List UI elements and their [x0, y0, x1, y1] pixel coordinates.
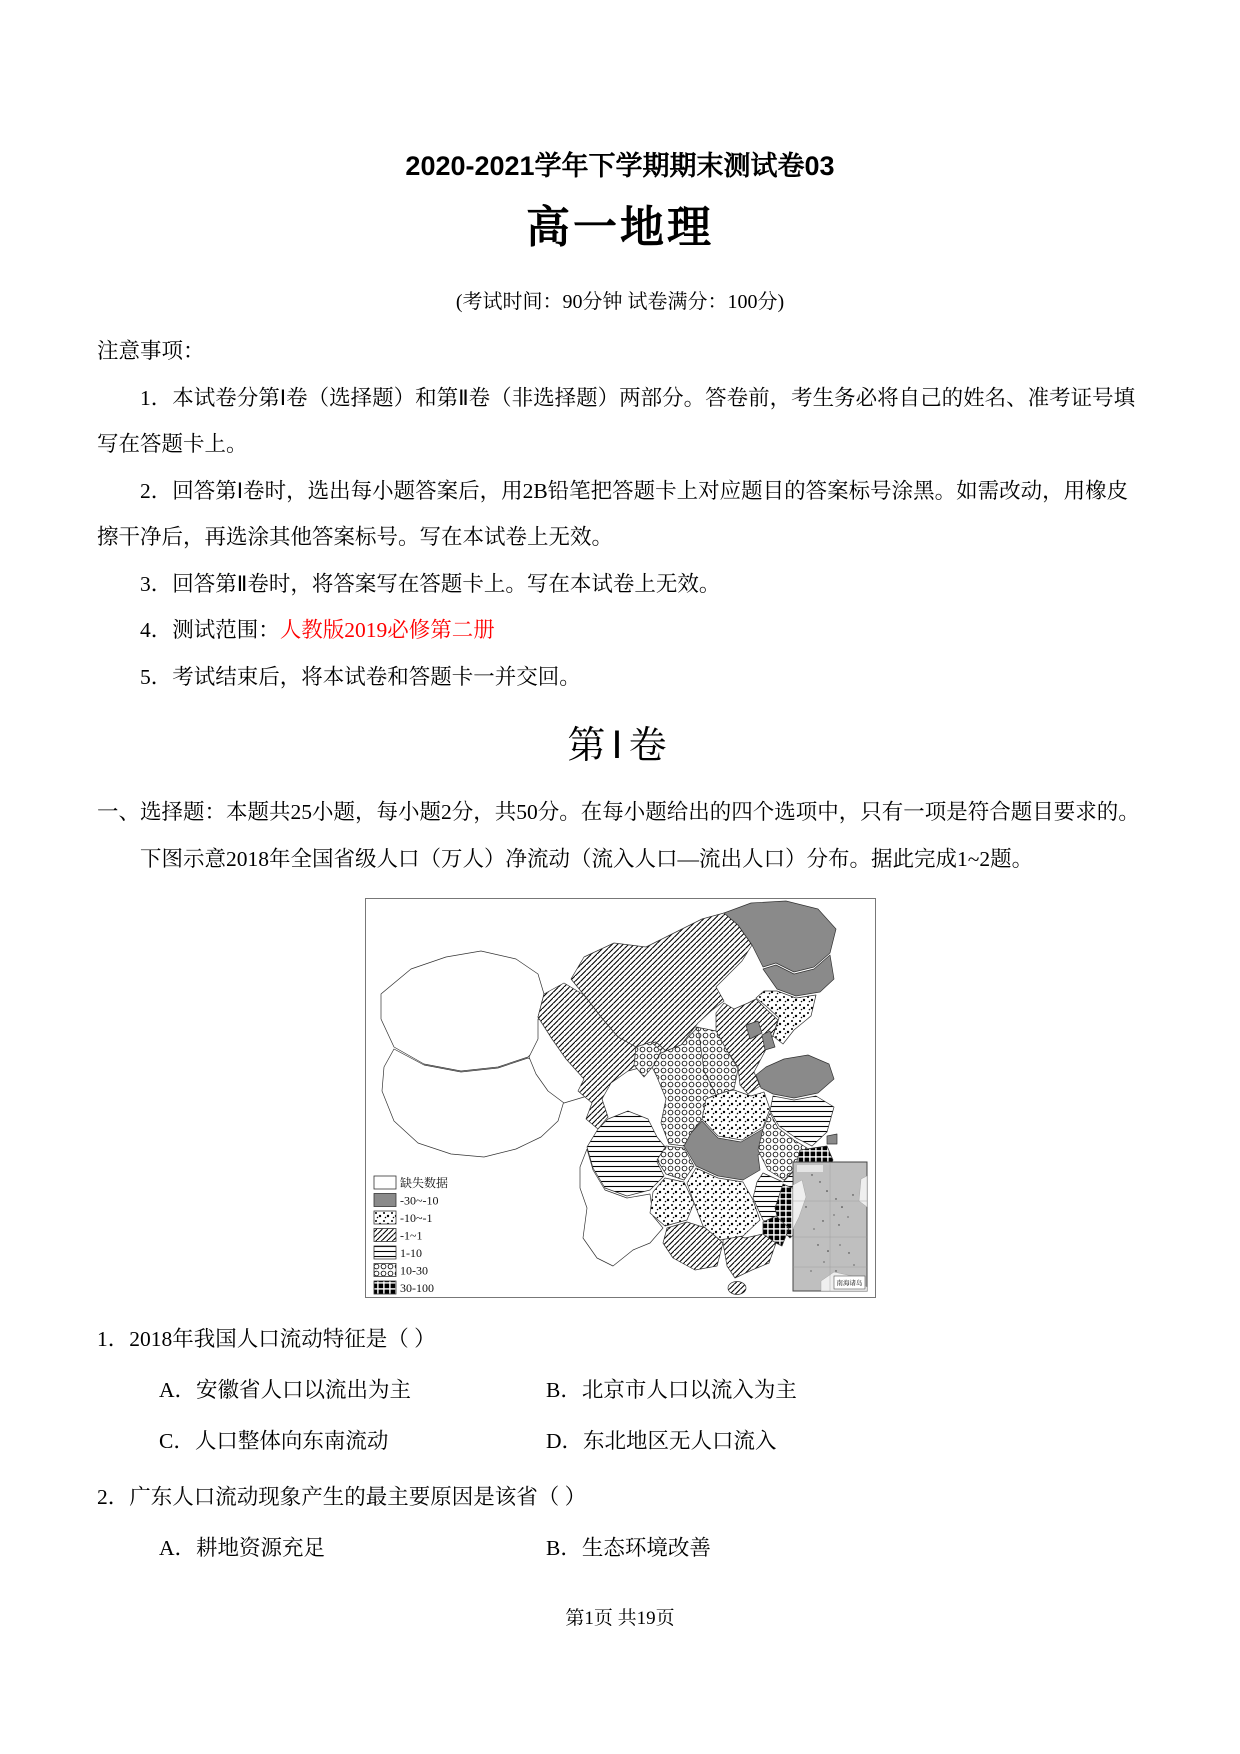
question-1-stem: 1．2018年我国人口流动特征是（ ）	[97, 1327, 436, 1352]
legend-label: 10-30	[399, 1263, 428, 1278]
choice-section-instructions: 一、选择题：本题共25小题，每小题2分，共50分。在每小题给出的四个选项中，只有一项是符合题目要求的。	[97, 800, 1140, 825]
legend-swatch-diagonal	[374, 1229, 396, 1242]
legend-swatch-circles	[374, 1264, 396, 1277]
legend-swatch-dots	[374, 1211, 396, 1224]
province-shanghai	[827, 1134, 837, 1144]
question-2-option-a: A．耕地资源充足	[159, 1536, 326, 1561]
legend-label: 1-10	[399, 1246, 422, 1261]
stimulus-text: 下图示意2018年全国省级人口（万人）净流动（流入人口—流出人口）分布。据此完成1~2题。	[140, 846, 1034, 871]
notice-item-2: 2．回答第Ⅰ卷时，选出每小题答案后，用2B铅笔把答题卡上对应题目的答案标号涂黑。如需改动，用橡皮擦干净后，再选涂其他答案标号。写在本试卷上无效。	[97, 478, 1129, 550]
notice-item-1: 1．本试卷分第Ⅰ卷（选择题）和第Ⅱ卷（非选择题）两部分。答卷前，考生务必将自己的姓名、准考证号填写在答题卡上。	[97, 385, 1136, 457]
inset-label-patch	[797, 1165, 823, 1172]
province-guizhou	[650, 1178, 694, 1226]
notice-item-3: 3．回答第Ⅱ卷时，将答案写在答题卡上。写在本试卷上无效。	[140, 571, 721, 596]
legend-swatch-gray	[374, 1194, 396, 1207]
legend-swatch-blank	[374, 1176, 396, 1189]
volume-1-heading: 第Ⅰ卷	[567, 725, 673, 768]
question-1-option-a: A．安徽省人口以流出为主	[159, 1378, 412, 1403]
legend-row-missing-data	[374, 1175, 448, 1190]
question-2-options-row-1	[159, 1533, 1143, 1563]
legend-row-10-30	[374, 1264, 428, 1278]
province-shandong	[756, 1055, 834, 1098]
subject-title: 高一地理	[526, 203, 714, 253]
province-xinjiang	[381, 951, 546, 1071]
china-net-migration-figure	[365, 898, 876, 1298]
legend-label: -30~-10	[399, 1193, 438, 1208]
legend-label: -10~-1	[399, 1211, 432, 1226]
question-1-option-d: D．东北地区无人口流入	[546, 1429, 777, 1454]
exam-title: 2020-2021学年下学期期末测试卷03	[405, 151, 835, 181]
question-1-option-b: B．北京市人口以流入为主	[546, 1378, 797, 1403]
question-1-options-row-2	[159, 1426, 1143, 1456]
legend-label: 30-100	[399, 1281, 434, 1296]
china-net-migration-map	[366, 899, 875, 1297]
legend-swatch-grid	[374, 1281, 396, 1294]
south-china-sea-inset	[793, 1162, 867, 1291]
notice-item-4	[97, 607, 1143, 654]
legend-label: -1~1	[399, 1228, 422, 1243]
notice-item-5: 5．考试结束后，将本试卷和答题卡一并交回。	[140, 664, 581, 689]
page-footer: 第1页 共19页	[565, 1608, 675, 1630]
legend-row-30-100	[374, 1281, 434, 1295]
question-2-stem: 2．广东人口流动现象产生的最主要原因是该省（ ）	[97, 1485, 587, 1510]
legend-swatch-horizontal	[374, 1246, 396, 1259]
notices-heading: 注意事项：	[97, 339, 205, 364]
exam-info: (考试时间：90分钟 试卷满分：100分)	[455, 291, 785, 314]
legend-row-neg30-neg10	[374, 1194, 438, 1208]
legend-row-neg10-neg1	[374, 1211, 432, 1225]
question-1-options-row-1	[159, 1375, 1143, 1405]
question-1-option-c: C．人口整体向东南流动	[159, 1429, 389, 1454]
notice-item-4-scope-highlight: 人教版2019必修第二册	[279, 618, 495, 643]
inset-label: 南海诸岛	[836, 1280, 862, 1288]
legend-label: 缺失数据	[399, 1176, 448, 1191]
notice-item-4-label: 4．测试范围：	[140, 618, 280, 643]
map-legend	[368, 1171, 464, 1297]
province-hainan	[728, 1282, 746, 1295]
question-2-option-b: B．生态环境改善	[546, 1536, 711, 1561]
